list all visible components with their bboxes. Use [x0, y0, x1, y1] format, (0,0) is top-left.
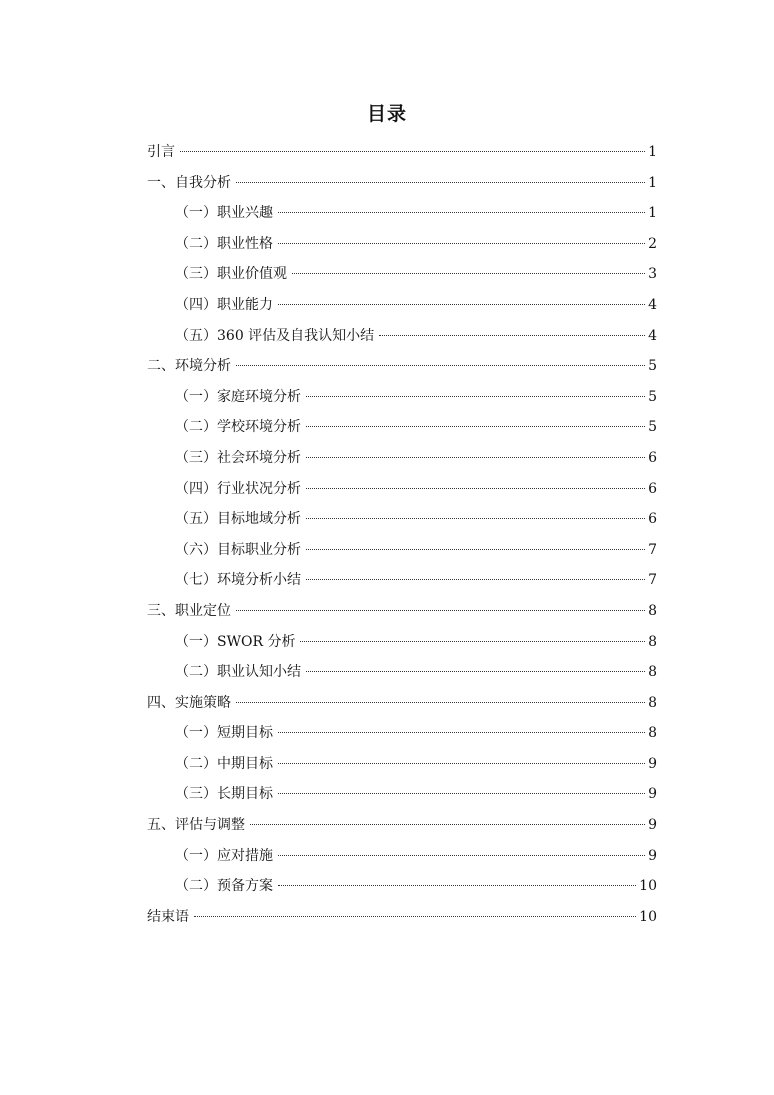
toc-page-number: 9 — [648, 847, 657, 864]
toc-entry[interactable] — [147, 262, 657, 293]
toc-page-number: 7 — [648, 572, 657, 589]
toc-entry-label: （二）职业认知小结 — [175, 664, 301, 681]
toc-entry-label: （五）360 评估及自我认知小结 — [175, 327, 375, 344]
toc-entry[interactable] — [147, 568, 657, 599]
toc-entry[interactable] — [147, 691, 657, 722]
toc-entry[interactable] — [147, 630, 657, 661]
toc-entry[interactable] — [147, 507, 657, 538]
toc-dot-leader — [278, 732, 645, 733]
toc-page-number: 7 — [648, 541, 657, 558]
toc-entry[interactable] — [147, 171, 657, 202]
toc-entry[interactable] — [147, 446, 657, 477]
toc-entry[interactable] — [147, 813, 657, 844]
toc-entry[interactable] — [147, 752, 657, 783]
toc-dot-leader — [194, 916, 636, 917]
toc-entry-label: （一）应对措施 — [175, 847, 273, 864]
toc-page-number: 5 — [648, 358, 657, 375]
toc-page-number: 1 — [648, 174, 657, 191]
toc-page-number: 9 — [648, 817, 657, 834]
toc-page-number: 8 — [648, 725, 657, 742]
toc-entry-label: 结束语 — [147, 908, 189, 925]
toc-page-number: 5 — [648, 388, 657, 405]
toc-dot-leader — [180, 151, 645, 152]
toc-list — [147, 140, 657, 935]
toc-entry[interactable] — [147, 201, 657, 232]
toc-dot-leader — [306, 518, 645, 519]
toc-page-number: 6 — [648, 449, 657, 466]
toc-page-number: 6 — [648, 511, 657, 528]
toc-entry[interactable] — [147, 232, 657, 263]
toc-dot-leader — [306, 671, 645, 672]
toc-entry-label: 引言 — [147, 144, 175, 160]
toc-entry-label: （一）SWOR 分析 — [175, 633, 296, 650]
toc-entry-label: （六）目标职业分析 — [175, 541, 301, 558]
toc-page-number: 8 — [648, 694, 657, 711]
toc-entry-label: （一）职业兴趣 — [175, 205, 273, 222]
toc-dot-leader — [278, 763, 645, 764]
toc-entry-label: （三）职业价值观 — [175, 266, 287, 283]
toc-entry-label: （一）家庭环境分析 — [175, 388, 301, 405]
toc-entry-label: 三、职业定位 — [147, 602, 231, 619]
toc-entry[interactable] — [147, 874, 657, 905]
toc-entry[interactable] — [147, 477, 657, 508]
toc-entry[interactable] — [147, 538, 657, 569]
toc-entry[interactable] — [147, 721, 657, 752]
toc-dot-leader — [236, 365, 645, 366]
toc-entry[interactable] — [147, 660, 657, 691]
toc-entry[interactable] — [147, 293, 657, 324]
toc-entry-label: （三）长期目标 — [175, 786, 273, 803]
toc-entry[interactable] — [147, 354, 657, 385]
toc-page-number: 8 — [648, 602, 657, 619]
toc-entry-label: （七）环境分析小结 — [175, 572, 301, 589]
toc-entry-label: （二）预备方案 — [175, 878, 273, 895]
toc-dot-leader — [278, 304, 645, 305]
toc-dot-leader — [278, 793, 645, 794]
toc-entry-label: （四）职业能力 — [175, 296, 273, 313]
toc-page-number: 4 — [648, 327, 657, 344]
toc-entry[interactable] — [147, 905, 657, 936]
toc-entry-label: （五）目标地域分析 — [175, 511, 301, 528]
toc-dot-leader — [278, 885, 636, 886]
toc-dot-leader — [250, 824, 645, 825]
toc-page-number: 3 — [648, 266, 657, 283]
toc-page-number: 1 — [648, 205, 657, 222]
toc-entry-label: （一）短期目标 — [175, 725, 273, 742]
toc-dot-leader — [306, 579, 645, 580]
toc-title: 目录 — [366, 103, 407, 125]
toc-dot-leader — [306, 457, 645, 458]
toc-entry-label: 一、自我分析 — [147, 174, 231, 191]
toc-entry-label: 四、实施策略 — [147, 694, 231, 711]
toc-dot-leader — [306, 488, 645, 489]
toc-entry-label: （三）社会环境分析 — [175, 449, 301, 466]
toc-entry-label: （二）职业性格 — [175, 235, 273, 252]
toc-dot-leader — [236, 182, 645, 183]
toc-dot-leader — [379, 335, 645, 336]
toc-dot-leader — [300, 641, 645, 642]
toc-entry[interactable] — [147, 782, 657, 813]
toc-page-number: 4 — [648, 296, 657, 313]
toc-entry[interactable] — [147, 599, 657, 630]
toc-entry-label: （二）中期目标 — [175, 755, 273, 772]
toc-page-number: 1 — [648, 144, 657, 160]
toc-page-number: 2 — [648, 235, 657, 252]
toc-page-number: 9 — [648, 786, 657, 803]
toc-dot-leader — [278, 212, 645, 213]
toc-page-number: 10 — [639, 908, 657, 925]
toc-dot-leader — [278, 243, 645, 244]
toc-entry-label: 五、评估与调整 — [147, 817, 245, 834]
toc-dot-leader — [306, 396, 645, 397]
toc-entry-label: （二）学校环境分析 — [175, 419, 301, 436]
toc-entry[interactable] — [147, 140, 657, 171]
toc-page-number: 8 — [648, 664, 657, 681]
toc-entry[interactable] — [147, 385, 657, 416]
toc-dot-leader — [306, 426, 645, 427]
toc-page-number: 5 — [648, 419, 657, 436]
toc-dot-leader — [236, 702, 645, 703]
toc-page-number: 9 — [648, 755, 657, 772]
toc-dot-leader — [306, 549, 645, 550]
toc-page-number: 10 — [639, 878, 657, 895]
toc-entry[interactable] — [147, 844, 657, 875]
toc-entry[interactable] — [147, 324, 657, 355]
toc-page-number: 8 — [648, 633, 657, 650]
toc-entry-label: （四）行业状况分析 — [175, 480, 301, 497]
toc-dot-leader — [236, 610, 645, 611]
toc-page-number: 6 — [648, 480, 657, 497]
toc-dot-leader — [292, 273, 645, 274]
toc-dot-leader — [278, 855, 645, 856]
toc-entry[interactable] — [147, 415, 657, 446]
toc-entry-label: 二、环境分析 — [147, 358, 231, 375]
